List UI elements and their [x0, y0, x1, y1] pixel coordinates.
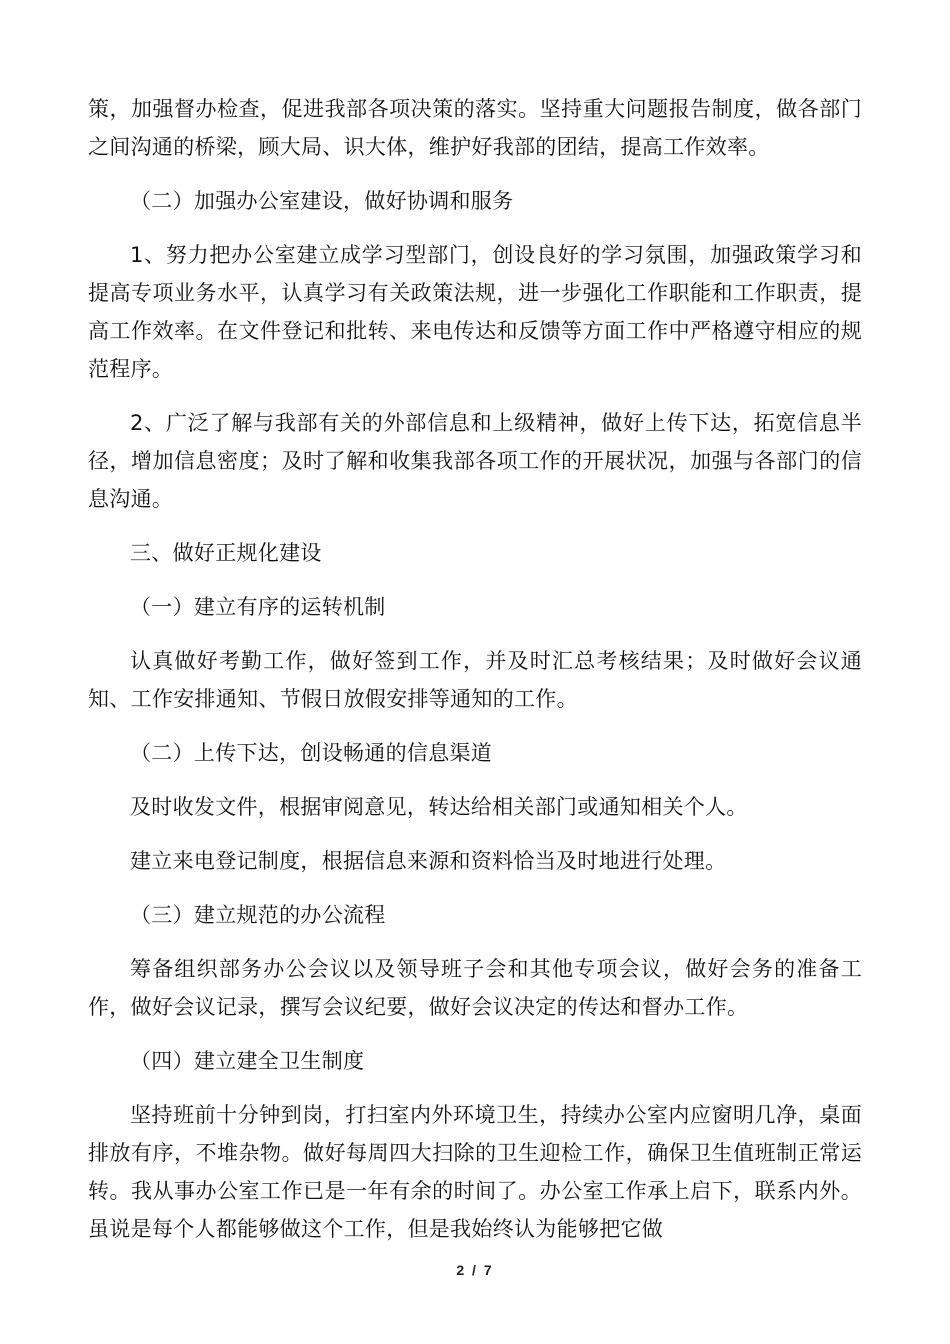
subheading-hygiene-system: （四）建立建全卫生制度	[130, 1049, 365, 1073]
paragraph-attendance: 认真做好考勤工作，做好签到工作，并及时汇总考核结果；及时做好会议通知、工作安排通知、节假日放假安排等通知的工作。	[88, 649, 862, 711]
paragraph-hygiene-work: 坚持班前十分钟到岗，打扫室内外环境卫生，持续办公室内应窗明几净，桌面排放有序，不堆杂物。做好每周四大扫除的卫生迎检工作，确保卫生值班制正常运转。我从事办公室工作已是一年有余的时间了。办公室工作承上启下，联系内外。虽说是每个人都能够做这个工作，但是我始终认为能够把它做	[88, 1103, 862, 1241]
paragraph-call-registration: 建立来电登记制度，根据信息来源和资料恰当及时地进行处理。	[130, 849, 727, 873]
paragraph-meeting-preparation: 筹备组织部务办公会议以及领导班子会和其他专项会议，做好会务的准备工作，做好会议记录，撰写会议纪要，做好会议决定的传达和督办工作。	[88, 957, 862, 1019]
paragraph-1: 策，加强督办检查，促进我部各项决策的落实。坚持重大问题报告制度，做各部门之间沟通的桥梁，顾大局、识大体，维护好我部的团结，提高工作效率。	[88, 97, 862, 159]
subheading-information-channel: （二）上传下达，创设畅通的信息渠道	[130, 741, 493, 765]
paragraph-information-communication: 2、广泛了解与我部有关的外部信息和上级精神，做好上传下达，拓宽信息半径，增加信息密度；及时了解和收集我部各项工作的开展状况，加强与各部门的信息沟通。	[88, 411, 862, 511]
section-heading-office-construction: （二）加强办公室建设，做好协调和服务	[130, 189, 514, 213]
page-number: 2 / 7	[456, 1262, 494, 1278]
section-heading-standardization: 三、做好正规化建设	[130, 541, 322, 565]
paragraph-learning-department: 1、努力把办公室建立成学习型部门，创设良好的学习氛围，加强政策学习和提高专项业务水平，认真学习有关政策法规，进一步强化工作职能和工作职责，提高工作效率。在文件登记和批转、来电传达和反馈等方面工作中严格遵守相应的规范程序。	[88, 243, 862, 381]
paragraph-document-handling: 及时收发文件，根据审阅意见，转达给相关部门或通知相关个人。	[130, 795, 748, 819]
document-body	[88, 90, 862, 1248]
subheading-office-process: （三）建立规范的办公流程	[130, 903, 386, 927]
subheading-operation-mechanism: （一）建立有序的运转机制	[130, 595, 386, 619]
